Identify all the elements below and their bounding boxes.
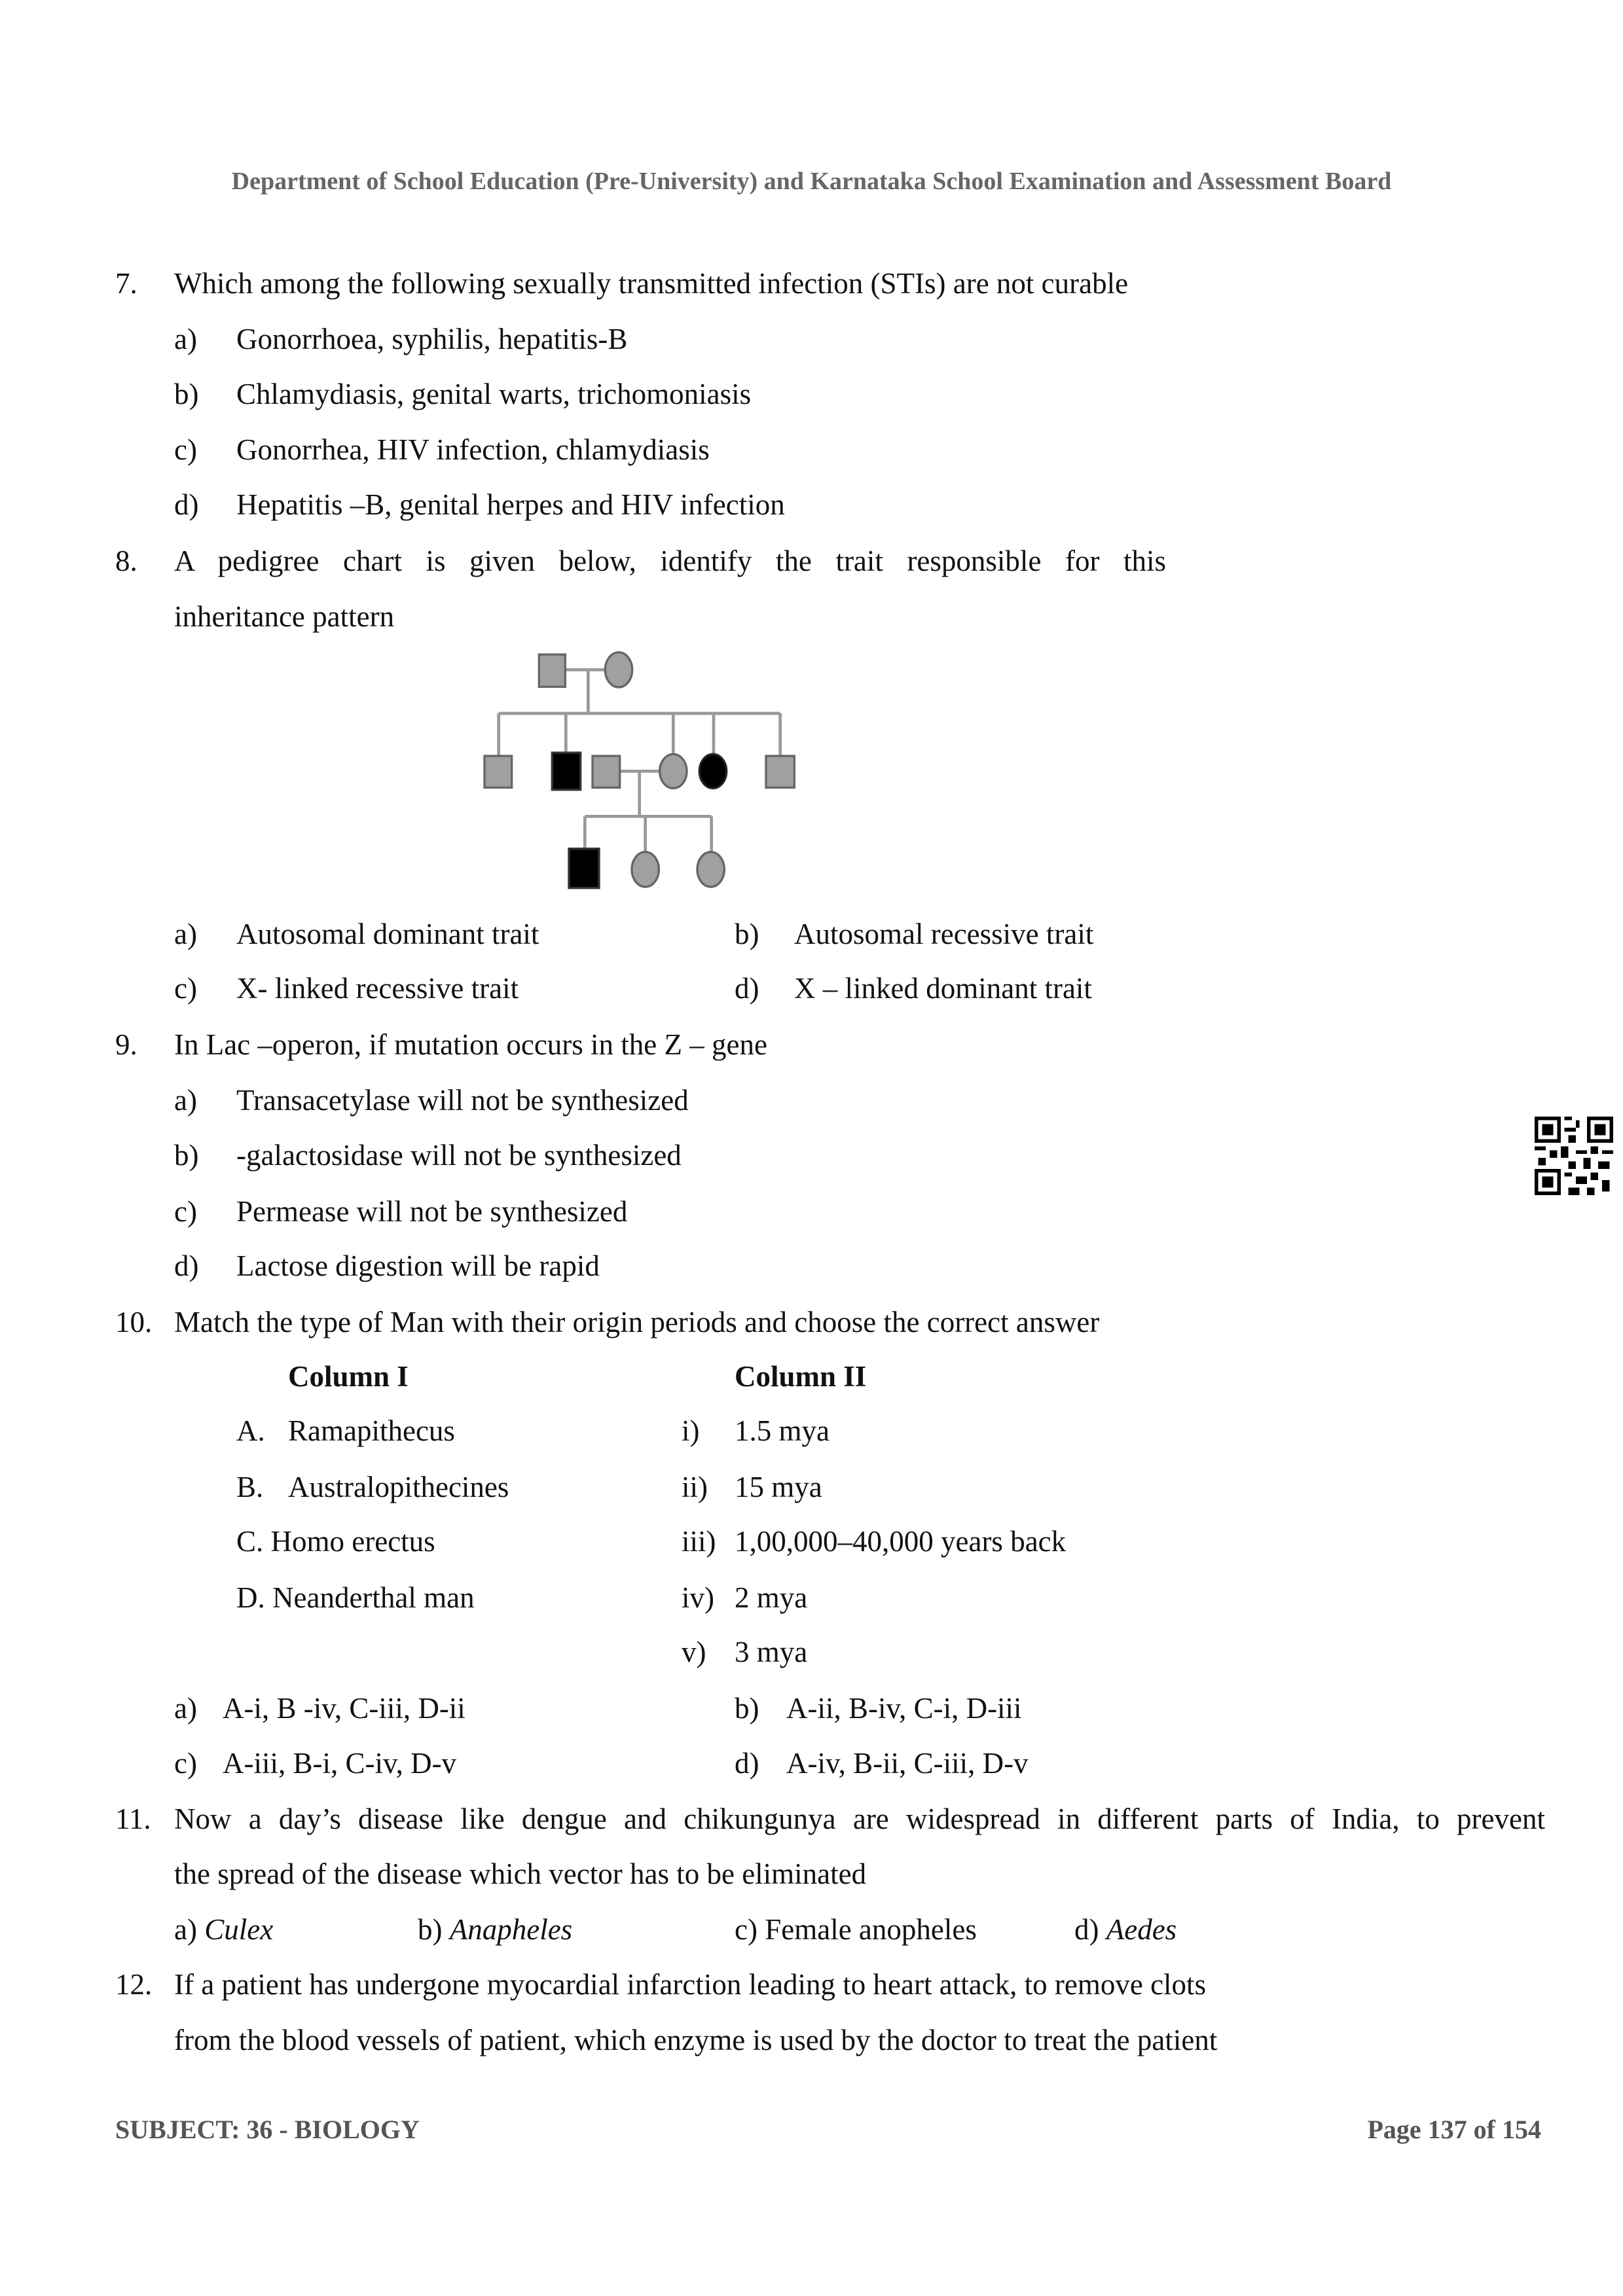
option-text: Gonorrhea, HIV infection, chlamydiasis <box>236 433 710 466</box>
male-unaffected <box>593 756 620 787</box>
q9-text: In Lac –operon, if mutation occurs in the Z – gene <box>174 1028 767 1061</box>
qr-code[interactable] <box>1535 1117 1613 1195</box>
option-text: Autosomal dominant trait <box>236 918 539 950</box>
column-1-header: Column I <box>288 1360 409 1393</box>
option-letter: c) <box>174 1195 197 1228</box>
option-letter: b) <box>735 918 759 950</box>
col2-numeral: iii) <box>682 1525 716 1558</box>
q10-number: 10. <box>115 1306 153 1338</box>
option-letter: d) <box>174 1249 199 1282</box>
option-text: A-i, B -iv, C-iii, D-ii <box>223 1692 465 1725</box>
col2-item: 1,00,000–40,000 years back <box>735 1525 1067 1558</box>
option-text: -galactosidase will not be synthesized <box>236 1139 682 1172</box>
female-unaffected <box>605 653 632 687</box>
col1-item: Ramapithecus <box>288 1414 455 1447</box>
option-text: Autosomal recessive trait <box>794 918 1094 950</box>
female-unaffected <box>697 852 724 887</box>
option-letter: b) <box>735 1692 759 1725</box>
footer-subject: SUBJECT: 36 - BIOLOGY <box>115 2115 420 2144</box>
option-text: A-ii, B-iv, C-i, D-iii <box>786 1692 1022 1725</box>
option-letter: d) <box>735 972 759 1005</box>
column-2-header: Column II <box>735 1360 867 1393</box>
male-unaffected <box>539 655 565 687</box>
page-header: Department of School Education (Pre-University) and Karnataka School Examination and Assessment Board <box>231 168 1392 195</box>
male-affected <box>569 849 599 888</box>
col2-item: 1.5 mya <box>735 1414 830 1447</box>
option-text: Culex <box>204 1913 274 1946</box>
col2-item: 2 mya <box>735 1581 808 1614</box>
option-letter: c) <box>174 433 197 466</box>
q10-text: Match the type of Man with their origin periods and choose the correct answer <box>174 1306 1100 1338</box>
male-unaffected <box>484 756 512 787</box>
option-text: Aedes <box>1106 1913 1177 1946</box>
option-letter: d) <box>1074 1913 1099 1946</box>
female-unaffected <box>660 754 687 788</box>
q7-text: Which among the following sexually transmitted infection (STIs) are not curable <box>174 267 1129 300</box>
option-c <box>735 1910 977 1949</box>
option-text: X- linked recessive trait <box>236 972 519 1005</box>
option-text: Lactose digestion will be rapid <box>236 1249 600 1282</box>
option-a <box>174 1910 273 1949</box>
option-letter: a) <box>174 918 197 950</box>
col2-numeral: i) <box>682 1414 700 1447</box>
option-text: Gonorrhoea, syphilis, hepatitis-B <box>236 323 628 355</box>
option-text: A-iv, B-ii, C-iii, D-v <box>786 1747 1029 1780</box>
q8-text-line1: A pedigree chart is given below, identify the trait responsible for this <box>174 545 1166 577</box>
q12-text-line2: from the blood vessels of patient, which enzyme is used by the doctor to treat the patient <box>174 2024 1218 2056</box>
col2-numeral: iv) <box>682 1581 714 1614</box>
q7-number: 7. <box>115 267 137 300</box>
option-b <box>418 1910 572 1949</box>
option-letter: b) <box>174 1139 199 1172</box>
q9-number: 9. <box>115 1028 137 1061</box>
col1-item: D. Neanderthal man <box>236 1581 475 1614</box>
male-unaffected <box>766 756 794 787</box>
option-letter: a) <box>174 1913 197 1946</box>
option-letter: d) <box>174 488 199 521</box>
col1-item: C. Homo erectus <box>236 1525 435 1558</box>
option-letter: a) <box>174 1084 197 1117</box>
option-text: Anapheles <box>449 1913 573 1946</box>
q11-text-line2: the spread of the disease which vector has to be eliminated <box>174 1857 867 1890</box>
col1-letter: B. <box>236 1471 264 1503</box>
option-text: Transacetylase will not be synthesized <box>236 1084 689 1117</box>
option-letter: c) <box>174 972 197 1005</box>
col2-item: 3 mya <box>735 1636 808 1668</box>
option-text: X – linked dominant trait <box>794 972 1092 1005</box>
col2-item: 15 mya <box>735 1471 822 1503</box>
option-letter: d) <box>735 1747 759 1780</box>
pedigree-chart <box>426 628 851 903</box>
option-text: Chlamydiasis, genital warts, trichomoniasis <box>236 378 752 410</box>
option-text: Female anopheles <box>765 1913 977 1946</box>
female-affected <box>699 754 726 788</box>
q11-text-line1: Now a day’s disease like dengue and chikungunya are widespread in different parts of India, to prevent <box>174 1803 1545 1835</box>
col1-item: Australopithecines <box>288 1471 509 1503</box>
option-letter: a) <box>174 1692 197 1725</box>
q12-text-line1: If a patient has undergone myocardial infarction leading to heart attack, to remove clots <box>174 1968 1207 2001</box>
pedigree-lines <box>499 670 780 852</box>
option-letter: c) <box>174 1747 197 1780</box>
q11-number: 11. <box>115 1803 151 1835</box>
col2-numeral: v) <box>682 1636 706 1668</box>
footer-page-number: Page 137 of 154 <box>1367 2115 1541 2144</box>
option-letter: b) <box>174 378 199 410</box>
option-d <box>1074 1910 1176 1949</box>
option-text: A-iii, B-i, C-iv, D-v <box>223 1747 457 1780</box>
option-letter: c) <box>735 1913 757 1946</box>
option-letter: a) <box>174 323 197 355</box>
q12-number: 12. <box>115 1968 153 2001</box>
col1-letter: A. <box>236 1414 265 1447</box>
female-unaffected <box>632 852 659 887</box>
q8-text-line2: inheritance pattern <box>174 600 395 633</box>
option-text: Hepatitis –B, genital herpes and HIV infection <box>236 488 785 521</box>
male-affected <box>552 753 580 790</box>
option-text: Permease will not be synthesized <box>236 1195 628 1228</box>
option-letter: b) <box>418 1913 443 1946</box>
col2-numeral: ii) <box>682 1471 708 1503</box>
q8-number: 8. <box>115 545 137 577</box>
